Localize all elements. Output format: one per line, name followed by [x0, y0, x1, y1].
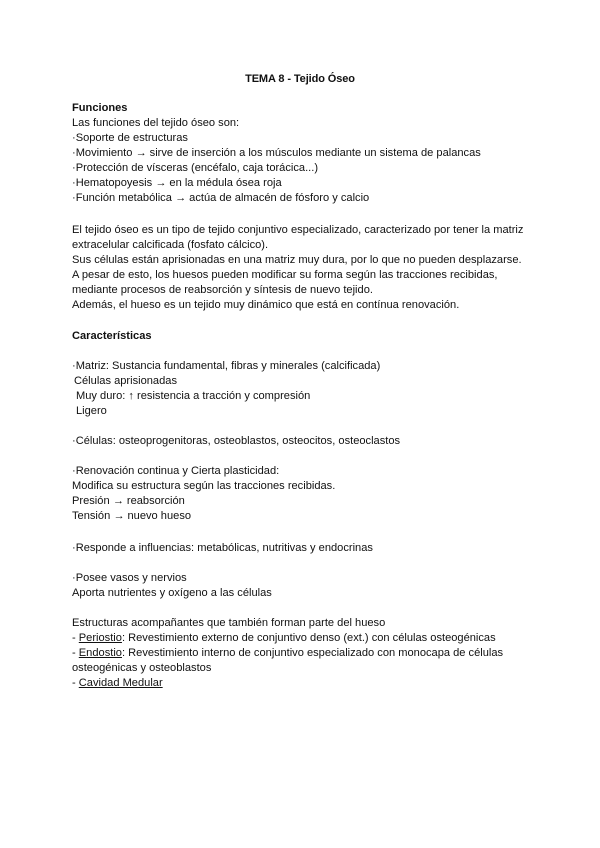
vasos-line: ·Posee vasos y nervios	[72, 572, 187, 584]
responde-line: ·Responde a influencias: metabólicas, nutritivas y endocrinas	[72, 542, 373, 554]
cavidad-term: Cavidad Medular	[78, 677, 163, 689]
vasos-block	[72, 571, 542, 601]
renovacion-line: Tensión → nuevo hueso	[72, 510, 192, 522]
renovacion-line: Presión → reabsorción	[72, 495, 185, 507]
funciones-line: ·Hematopoyesis → en la médula ósea roja	[72, 177, 282, 189]
estructuras-block	[72, 616, 542, 691]
list-dash: -	[72, 632, 79, 644]
endostio-term: Endostio	[78, 647, 122, 659]
list-dash: -	[72, 677, 79, 689]
intro-line: mediante procesos de reabsorción y síntesis de nuevo tejido.	[72, 284, 373, 296]
matriz-line: Ligero	[76, 405, 107, 417]
renovacion-line: Modifica su estructura según las tracciones recibidas.	[72, 480, 336, 492]
caracteristicas-heading: Características	[72, 330, 152, 342]
estructuras-intro: Estructuras acompañantes que también forman parte del hueso	[72, 617, 386, 629]
funciones-heading: Funciones	[72, 102, 128, 114]
endostio-text: : Revestimiento interno de conjuntivo especializado con monocapa de células	[121, 647, 504, 659]
matriz-line: Células aprisionadas	[74, 375, 177, 387]
funciones-line: Las funciones del tejido óseo son:	[72, 117, 240, 129]
list-dash: -	[72, 647, 79, 659]
matriz-block	[72, 359, 542, 419]
page-title: TEMA 8 - Tejido Óseo	[245, 73, 355, 85]
renovacion-line: ·Renovación continua y Cierta plasticidad:	[72, 465, 280, 477]
intro-line: A pesar de esto, los huesos pueden modificar su forma según las tracciones recibidas,	[72, 269, 498, 281]
funciones-section	[72, 101, 542, 206]
endostio-line	[72, 646, 542, 661]
funciones-line: ·Función metabólica → actúa de almacén de fósforo y calcio	[72, 192, 370, 204]
funciones-line: ·Soporte de estructuras	[72, 132, 188, 144]
endostio-line-cont: osteogénicas y osteoblastos	[72, 662, 212, 674]
intro-line: Además, el hueso es un tejido muy dinámico que está en contínua renovación.	[72, 299, 460, 311]
intro-line: Sus células están aprisionadas en una matriz muy dura, por lo que no pueden desplazarse.	[72, 254, 522, 266]
funciones-line: ·Movimiento → sirve de inserción a los músculos mediante un sistema de palancas	[72, 147, 481, 159]
celulas-line: ·Células: osteoprogenitoras, osteoblastos, osteocitos, osteoclastos	[72, 435, 401, 447]
matriz-line: Muy duro: ↑ resistencia a tracción y compresión	[76, 390, 311, 402]
renovacion-block	[72, 464, 542, 524]
intro-line: El tejido óseo es un tipo de tejido conjuntivo especializado, caracterizado por tener la matriz	[72, 224, 524, 236]
funciones-line: ·Protección de vísceras (encéfalo, caja torácica...)	[72, 162, 319, 174]
periostio-term: Periostio	[78, 632, 122, 644]
vasos-line: Aporta nutrientes y oxígeno a las células	[72, 587, 272, 599]
intro-paragraph	[72, 223, 542, 313]
cavidad-line	[72, 676, 542, 691]
matriz-line: ·Matriz: Sustancia fundamental, fibras y minerales (calcificada)	[72, 360, 381, 372]
intro-line: extracelular calcificada (fosfato cálcico).	[72, 239, 269, 251]
periostio-line	[72, 631, 542, 646]
periostio-text: : Revestimiento externo de conjuntivo denso (ext.) con células osteogénicas	[121, 632, 496, 644]
